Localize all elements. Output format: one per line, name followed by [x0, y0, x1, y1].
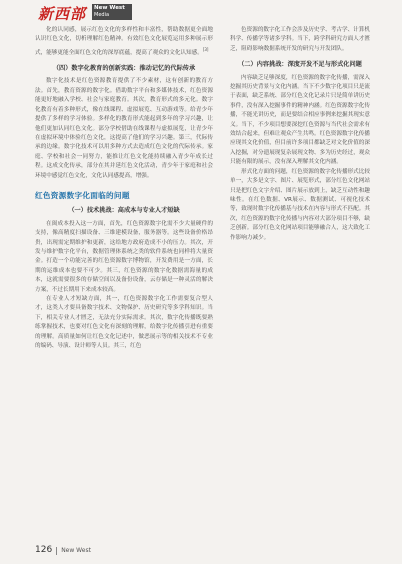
subheading: （二）内容挑战：深度开发不足与形式化问题: [238, 61, 362, 69]
section-heading: 红色资源数字化面临的问题: [35, 190, 130, 200]
footer: [35, 545, 91, 555]
magazine-name: New West: [61, 547, 91, 554]
page-number: 126: [35, 545, 53, 555]
paragraph: 化的认同感，展示红色文化的多样性和丰富性，帮助数据更全面地认识红色文化，切析理解红色精神。有效红色文化展览运用多种展示形式，能够更能全面红色文化的深厚底蕴，提高了观众的文化认知感。[3]: [35, 27, 213, 56]
paragraph: 在闽成本投入这一方面，首先，红色资源数字化需不少大量硬件的支持，像高精度扫描设备、三维建模设备，服务器等。这些设备价格昂贵，出现需定期维护和更新，这给地方政府造成不小的压力。其次，开发与维护数字化平台，数据管理体系统之类的软件系统也同样将大量资金。打造一个功能完善的红色资源数字博物馆，开发费用是一方面，长期的运维成本也要不可少。其三，红色资源的数字化数据需海量的成本，这就需要很多的存储空间以及备份设备，云存储是一种灵活的解决方案，不过长期用下来成本较高。: [35, 220, 213, 293]
paragraph: 数字化技术是红色资源教育提供了不少素材，这有创新的教育方法。首先，教育资源的数字化。借助数字平台和多媒体技术，红色资源能更好地融入学校、社会与家庭教育。其次，教育形式的多元化。数字化教育有着多种形式，像在线课程、虚拟展览、互动游戏等。给青少年提供了多样的学习体验。多样化的教育形式能起到多年的学习兴趣，让他们更加认同红色文化。部分学校借助在线课程与虚拟展览，让青少年在虚拟环境中体验红色文化，这提高了他们的学习兴趣。第三，代际传承的边缘。数字化技术可以用多种方式去造成红色文化的代际传承。家庭、学校和社会一同努力，能推让红色文化能持续融入青少年成长过程。这成文化传承，部分在其并延红色文化活动，青少年于家庭和社会环境中感觉红色文化，文化认同感提高，增强。: [35, 78, 213, 179]
paragraph: 形式化方面的问题，红色资源的数字化传播形式比较单一，大多是文字、图片、展览形式，部分红色文化网站只是把红色文字介绍、图片展示放到上，缺乏互动性和趣味性。在红色数据、VR展示、数据测试、可视化技术等，致现时数字化传播基与技术在内容与形式不匹配。其次，红色资源的数字化传播与内容对大部分项目不够，缺乏创新。部分红色文化网站项目能够融合人，这大致化工作影响力减少。: [230, 168, 370, 241]
magazine-logo: 新西部: [38, 5, 87, 23]
divider: [56, 547, 57, 555]
badge-line2: Media: [94, 12, 110, 18]
logo-badge: [92, 4, 132, 20]
paragraph: 内容缺乏足够深度，红色资源的数字化传播，需深入挖掘其历史背景与文化内涵。当下不少数字化项目只是流于表面，缺乏系统、部分红色文化记录片只是简单讲历史事件，没有深入挖掘事件的精神内涵。红色资源数字化传播，不能光讲历史，而是要结合相应事例来挖掘其现实意义。当下，不少项目想要深挖红色资源与当代社会需求有效结合起来，但难让观众产生共鸣。红色资源数字化传播应现其文化价值，但目前许多项目都缺乏对文化价值的深入挖掘，对分遗展现复杂展现文物、多为历史经过，观众只能有限的展示，没有深入理解其文化内涵。: [230, 74, 370, 166]
subheading: （四）数字化教育的创新实践：推动记忆的代际传承: [52, 65, 196, 73]
header: [0, 0, 402, 24]
paragraph: 在专业人才短缺方面，其一，红色资源数字化工作需要复合型人才，这类人才要具备数字技术、文物保护、历史研究等多学科知识。当下，相关专业人才匮乏，无法充分实际需求。其次，数字化传播既要熟练掌握技术，也要对红色文化有深刻的理解，给数字化传播引进有重要的理解。高质量如何让红色文化记述中，做恶展示等的相关技术不专业的编码、导演、设计师等人员。其三，红色: [35, 296, 213, 350]
reference-mark: [3]: [202, 46, 209, 52]
badge-line1: New West: [94, 5, 125, 11]
right-column: [230, 26, 370, 243]
subheading: （一）技术挑战：高成本与专业人才短缺: [68, 207, 180, 215]
left-column: [35, 26, 213, 351]
paragraph: 色资源的数字化工作会涉及历史学、考古学、计算机科学、传播学等诸多学科。当下，跨学科研究方面人才匮乏，阻碍影响数据系统开发的研究与开发团队。: [230, 27, 370, 52]
